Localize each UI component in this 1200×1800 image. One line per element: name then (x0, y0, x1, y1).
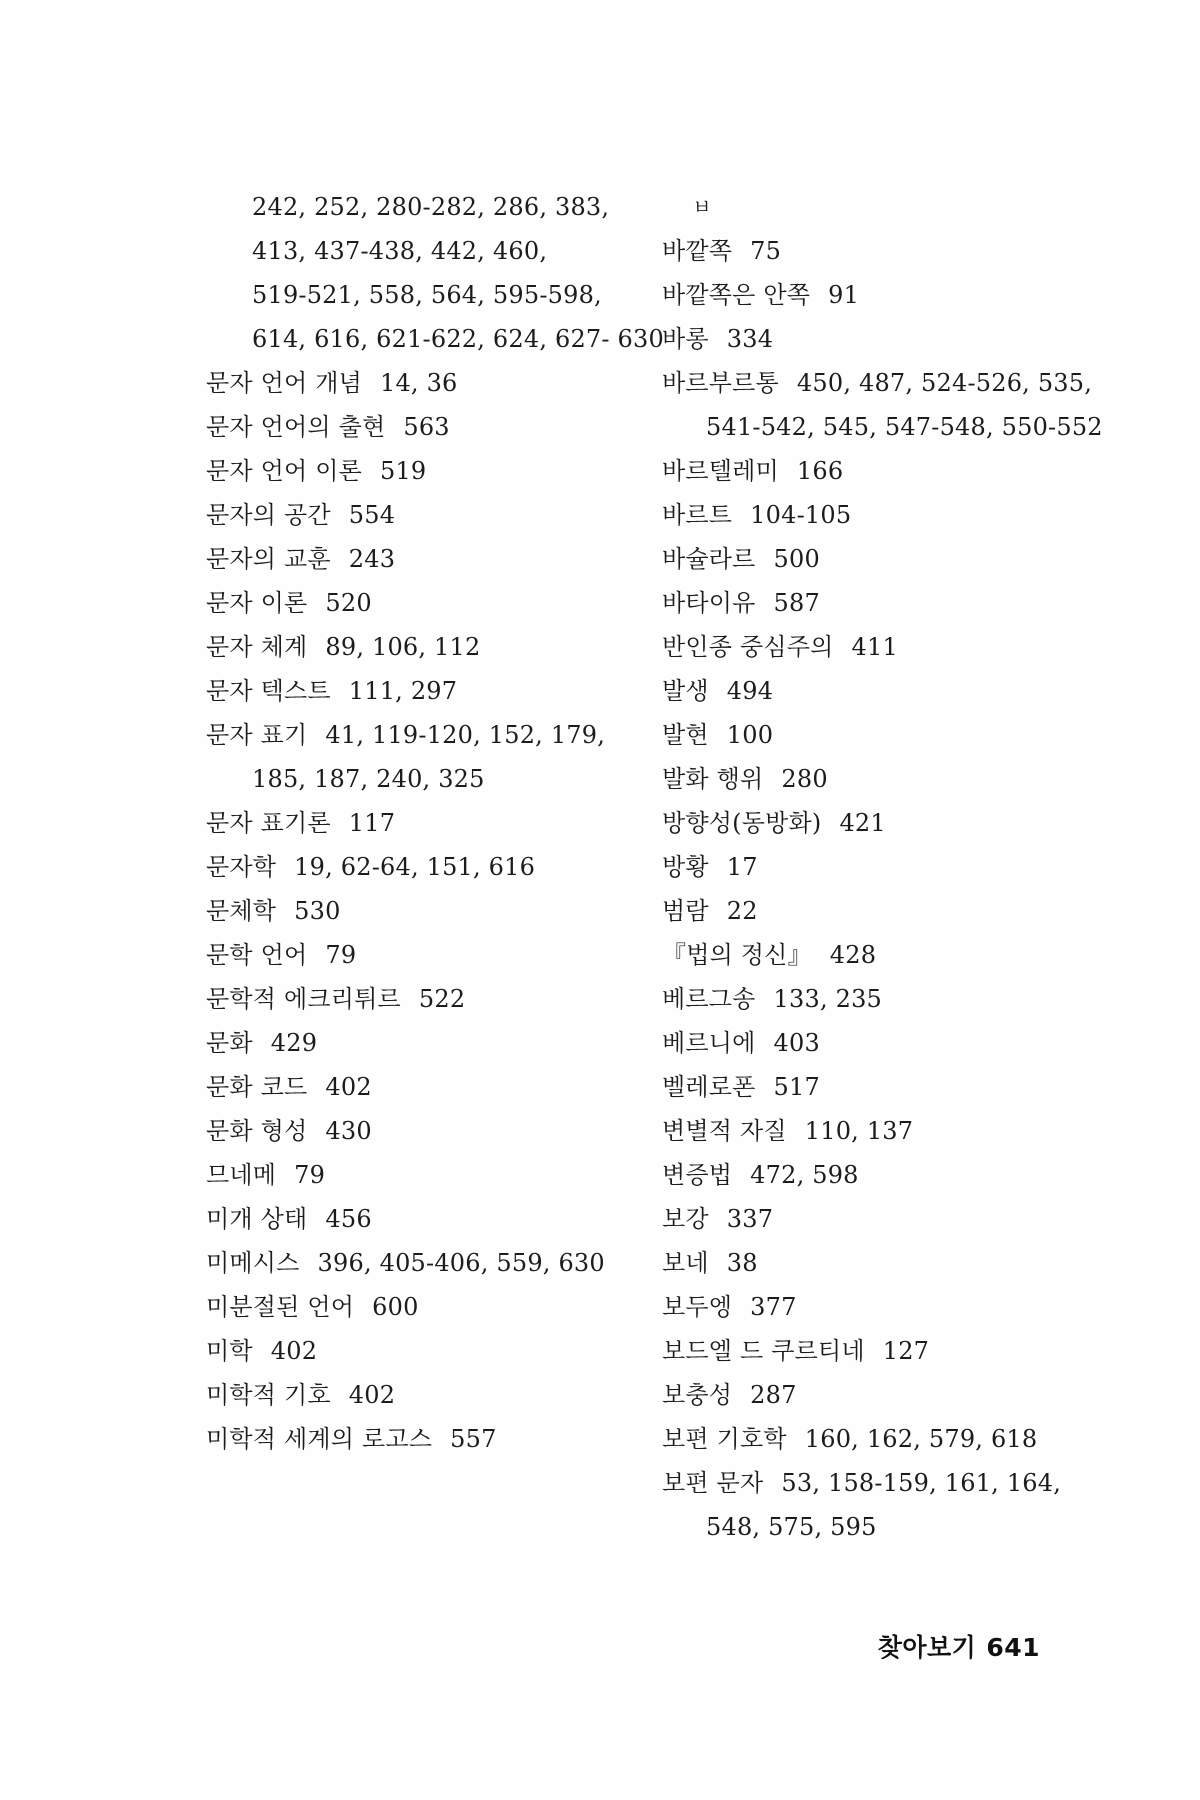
index-term: 보충성 (662, 1381, 733, 1409)
page-references: 563 (403, 413, 450, 441)
page-references: 377 (750, 1293, 797, 1321)
index-term: 문자 언어의 출현 (206, 413, 386, 441)
page-references: 185, 187, 240, 325 (252, 765, 485, 793)
page-references: 53, 158-159, 161, 164, (781, 1469, 1062, 1497)
section-heading-row (662, 185, 1082, 229)
page-references: 14, 36 (379, 369, 458, 397)
index-term: 보편 문자 (662, 1469, 764, 1497)
page-references: 242, 252, 280-282, 286, 383, (252, 193, 610, 221)
index-entry (662, 1285, 1082, 1329)
index-term: 범람 (662, 897, 709, 925)
page-references: 548, 575, 595 (706, 1513, 877, 1541)
page-references: 287 (750, 1381, 797, 1409)
page-references: 554 (348, 501, 396, 529)
index-term: 문자 표기론 (206, 809, 331, 837)
page-footer (878, 1628, 1040, 1664)
index-term: 미학 (206, 1337, 253, 1365)
page-references: 429 (270, 1029, 318, 1057)
index-entry-continuation (662, 1505, 1082, 1549)
index-term: 문자의 공간 (206, 501, 331, 529)
index-term: 므네메 (206, 1161, 277, 1189)
index-entry (206, 1241, 626, 1285)
index-entry (206, 1197, 626, 1241)
index-entry (662, 713, 1082, 757)
page-references: 519 (379, 457, 427, 485)
index-term: 바르부르통 (662, 369, 779, 397)
index-term: 미학적 세계의 로고스 (206, 1425, 433, 1453)
index-term: 반인종 중심주의 (662, 633, 834, 661)
page-references: 402 (270, 1337, 318, 1365)
index-term: 문학적 에크리튀르 (206, 985, 401, 1013)
page-references: 600 (372, 1293, 419, 1321)
index-entry (662, 1109, 1082, 1153)
section-heading: ㅂ (692, 195, 712, 219)
index-entry (662, 493, 1082, 537)
index-entry (206, 1021, 626, 1065)
page-references: 402 (325, 1073, 372, 1101)
index-term: 문자 언어 개념 (206, 369, 362, 397)
index-term: 미개 상태 (206, 1205, 308, 1233)
index-term: 문학 언어 (206, 941, 308, 969)
index-term: 바르트 (662, 501, 733, 529)
index-term: 벨레로폰 (662, 1073, 756, 1101)
page-references: 472, 598 (750, 1161, 859, 1189)
page-references: 520 (325, 589, 372, 617)
page-references: 413, 437-438, 442, 460, (252, 237, 548, 265)
index-entry (206, 713, 626, 757)
page-references: 79 (325, 941, 357, 969)
index-term: 보네 (662, 1249, 709, 1277)
index-term: 문자 텍스트 (206, 677, 331, 705)
index-entry-continuation (206, 317, 664, 361)
index-term: 변증법 (662, 1161, 733, 1189)
page-references: 75 (750, 237, 782, 265)
page-references: 402 (348, 1381, 396, 1409)
page-references: 519-521, 558, 564, 595-598, (252, 281, 602, 309)
page-references: 110, 137 (804, 1117, 914, 1145)
index-term: 바깥쪽은 안쪽 (662, 281, 811, 309)
index-term: 문자 이론 (206, 589, 308, 617)
page-references: 334 (726, 325, 774, 353)
index-entry (662, 933, 1082, 977)
index-entry (206, 493, 626, 537)
index-entry (206, 1329, 626, 1373)
page-references: 38 (726, 1249, 758, 1277)
page-references: 430 (325, 1117, 372, 1145)
page-references: 587 (773, 589, 820, 617)
index-entry (662, 801, 1082, 845)
index-term: 문체학 (206, 897, 277, 925)
page-references: 104-105 (750, 501, 852, 529)
page-references: 403 (773, 1029, 820, 1057)
index-entry (662, 1197, 1082, 1241)
index-entry (662, 361, 1093, 405)
index-entry (662, 669, 1082, 713)
index-entry (662, 889, 1082, 933)
page-references: 100 (726, 721, 774, 749)
page-references: 41, 119-120, 152, 179, (325, 721, 606, 749)
index-entry (662, 1373, 1082, 1417)
index-column-right (662, 185, 1103, 1549)
page-references: 541-542, 545, 547-548, 550-552 (706, 413, 1103, 441)
index-entry-continuation (206, 229, 626, 273)
page-references: 530 (294, 897, 341, 925)
page-references: 614, 616, 621-622, 624, 627- 630 (252, 325, 664, 353)
index-entry (206, 361, 626, 405)
page-references: 17 (726, 853, 758, 881)
index-entry (662, 317, 1082, 361)
page-references: 456 (325, 1205, 372, 1233)
index-entry (662, 449, 1082, 493)
index-entry (662, 1329, 1082, 1373)
index-term: 바타이유 (662, 589, 756, 617)
index-entry (662, 537, 1082, 581)
index-term: 미학적 기호 (206, 1381, 331, 1409)
index-entry (662, 625, 1082, 669)
index-entry (206, 1373, 626, 1417)
page-references: 89, 106, 112 (325, 633, 481, 661)
page-references: 500 (773, 545, 820, 573)
index-term: 발화 행위 (662, 765, 764, 793)
index-term: 변별적 자질 (662, 1117, 787, 1145)
page-references: 411 (851, 633, 898, 661)
index-entry (206, 845, 626, 889)
page-references: 428 (829, 941, 877, 969)
index-term: 보두엥 (662, 1293, 733, 1321)
index-term: 문자 표기 (206, 721, 308, 749)
page-references: 22 (726, 897, 758, 925)
page-references: 557 (450, 1425, 497, 1453)
page-references: 133, 235 (773, 985, 883, 1013)
index-term: 바르텔레미 (662, 457, 779, 485)
page-references: 160, 162, 579, 618 (804, 1425, 1038, 1453)
index-entry (206, 625, 626, 669)
index-entry (662, 273, 1082, 317)
index-entry (662, 1241, 1082, 1285)
index-entry-continuation (206, 273, 626, 317)
index-entry (662, 1461, 1082, 1505)
index-term: 문화 형성 (206, 1117, 308, 1145)
index-term: 바깥쪽 (662, 237, 733, 265)
index-entry (662, 977, 1082, 1021)
index-term: 방향성(동방화) (662, 809, 822, 837)
index-term: 문자의 교훈 (206, 545, 331, 573)
page-references: 494 (726, 677, 774, 705)
index-term: 바롱 (662, 325, 709, 353)
page-references: 166 (796, 457, 844, 485)
index-entry (206, 581, 626, 625)
index-term: 바슐라르 (662, 545, 756, 573)
index-entry-continuation (662, 405, 1103, 449)
index-entry (206, 449, 626, 493)
page-references: 127 (882, 1337, 930, 1365)
index-entry (206, 537, 626, 581)
page-references: 421 (839, 809, 886, 837)
index-entry (662, 757, 1082, 801)
page-number: 641 (986, 1633, 1040, 1662)
index-entry (206, 1153, 626, 1197)
index-term: 문화 (206, 1029, 253, 1057)
index-entry (662, 1065, 1082, 1109)
index-entry (662, 1021, 1082, 1065)
index-entry (206, 1109, 626, 1153)
index-term: 보편 기호학 (662, 1425, 787, 1453)
running-footer-title: 찾아보기 (877, 1633, 977, 1662)
page-references: 522 (418, 985, 466, 1013)
index-column-left (206, 185, 664, 1461)
index-entry (662, 1153, 1082, 1197)
page-references: 19, 62-64, 151, 616 (294, 853, 536, 881)
index-term: 보강 (662, 1205, 709, 1233)
index-term: 보드엘 드 쿠르티네 (662, 1337, 865, 1365)
index-entry (206, 933, 626, 977)
page-references: 243 (348, 545, 396, 573)
page-references: 79 (294, 1161, 326, 1189)
index-entry (206, 889, 626, 933)
index-term: 문화 코드 (206, 1073, 308, 1101)
index-entry (662, 1417, 1082, 1461)
index-term: 미분절된 언어 (206, 1293, 355, 1321)
index-term: 발생 (662, 677, 709, 705)
index-entry-continuation (206, 185, 626, 229)
page-references: 396, 405-406, 559, 630 (317, 1249, 605, 1277)
index-entry (662, 845, 1082, 889)
page-references: 91 (828, 281, 860, 309)
index-term: 문자 체계 (206, 633, 308, 661)
index-entry (206, 801, 626, 845)
index-entry (662, 581, 1082, 625)
page-references: 117 (348, 809, 396, 837)
index-term: 발현 (662, 721, 709, 749)
index-term: 미메시스 (206, 1249, 300, 1277)
index-term: 문자학 (206, 853, 277, 881)
index-entry (206, 1285, 626, 1329)
index-entry (206, 669, 626, 713)
index-term: 『법의 정신』 (662, 941, 812, 969)
index-entry (206, 1417, 626, 1461)
page-references: 280 (781, 765, 828, 793)
index-term: 베르그송 (662, 985, 756, 1013)
page-references: 337 (726, 1205, 774, 1233)
index-entry (206, 1065, 626, 1109)
index-entry (206, 405, 626, 449)
page-references: 517 (773, 1073, 820, 1101)
index-term: 문자 언어 이론 (206, 457, 362, 485)
index-entry-continuation (206, 757, 626, 801)
index-entry (662, 229, 1082, 273)
index-term: 베르니에 (662, 1029, 756, 1057)
page-references: 111, 297 (348, 677, 458, 705)
index-entry (206, 977, 626, 1021)
page-references: 450, 487, 524-526, 535, (796, 369, 1093, 397)
index-term: 방황 (662, 853, 709, 881)
